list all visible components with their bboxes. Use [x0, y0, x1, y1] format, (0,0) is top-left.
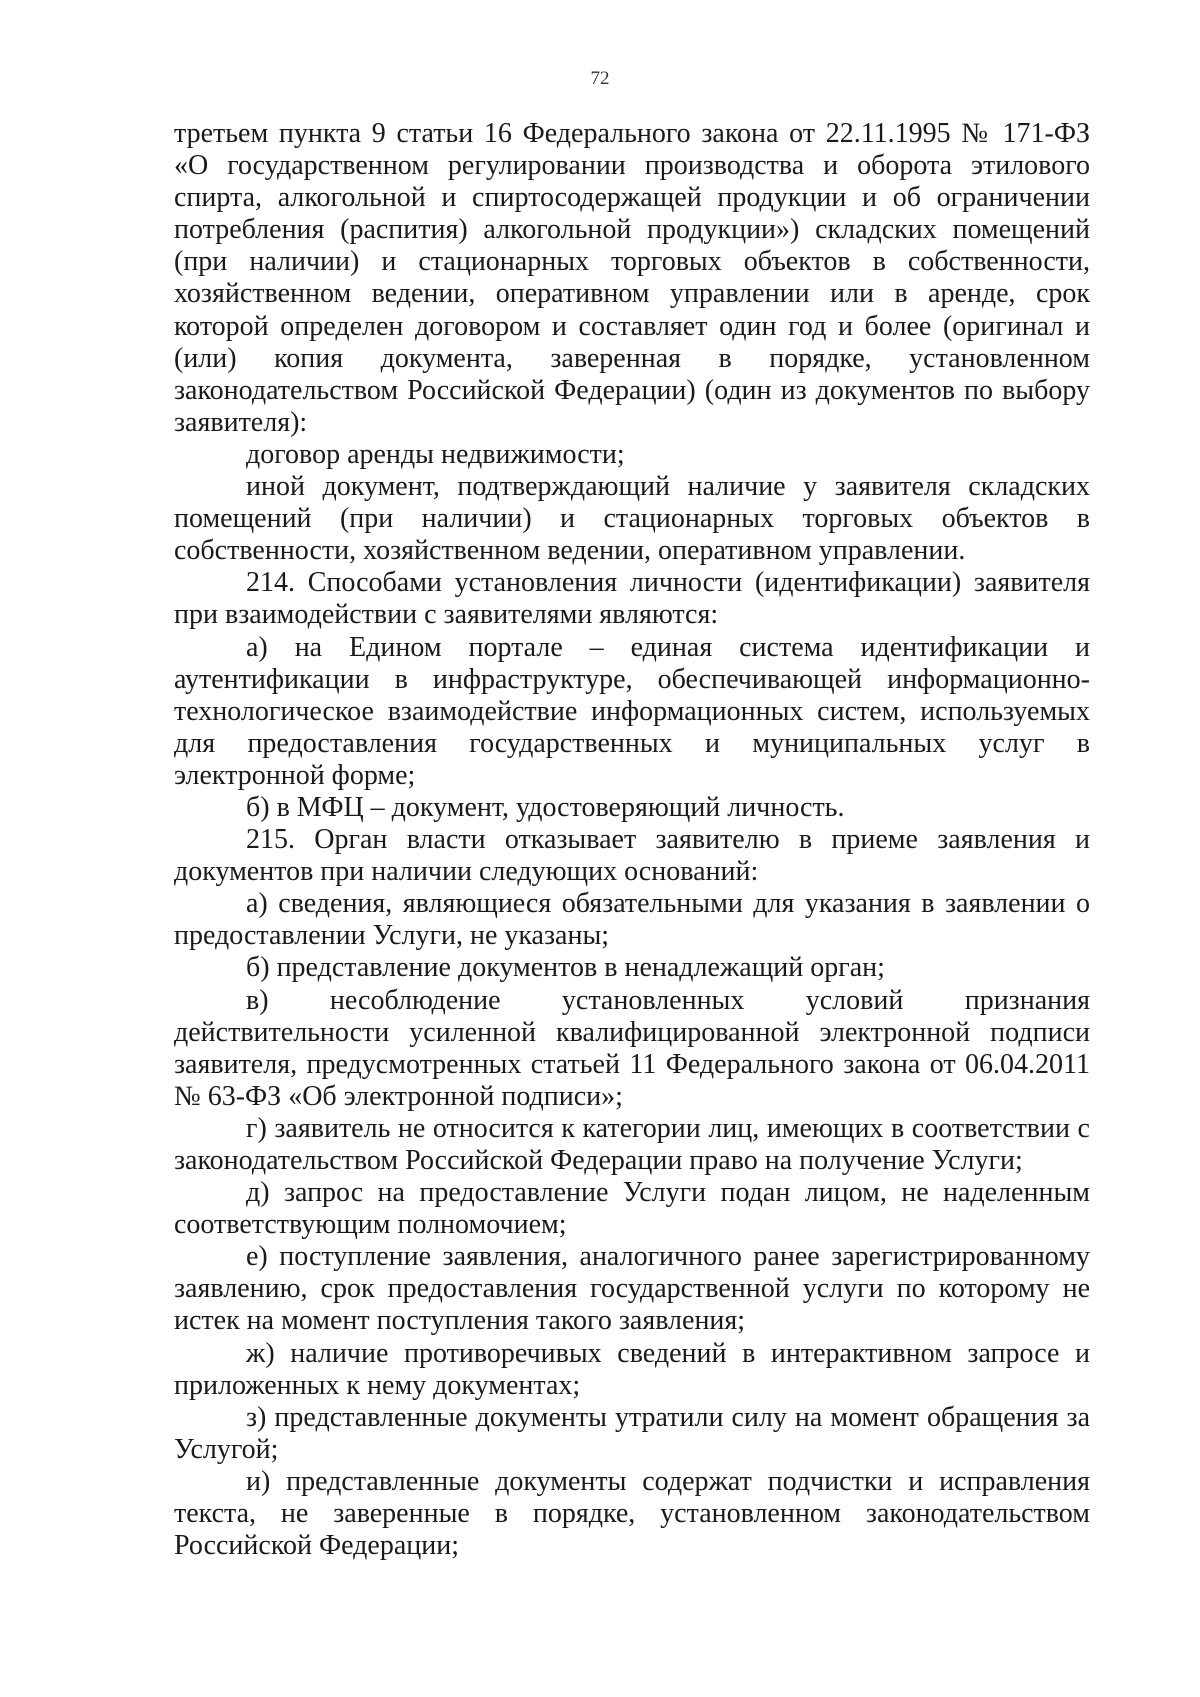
paragraph-lease-contract: договор аренды недвижимости; — [246, 438, 625, 470]
paragraph-215-d: д) запрос на предоставление Услуги подан лицом, не наделенным соответствующим полномочием; — [174, 1177, 1090, 1241]
paragraph-215-v: в) несоблюдение установленных условий признания действительности усиленной квалифицированной электронной подписи заявителя, предусмотренных статьей 11 Федерального закона от 06.04.2011 № 63-ФЗ «Об электронной подписи»; — [174, 984, 1090, 1112]
paragraph-214: 214. Способами установления личности (идентификации) заявителя при взаимодействии с заявителями являются: — [174, 567, 1090, 631]
paragraph-continuation: третьем пункта 9 статьи 16 Федерального закона от 22.11.1995 № 171-ФЗ «О государственном регулировании производства и оборота этилового спирта, алкогольной и спиртосодержащей продукции и об ограничении потребления (распития) алкогольной продукции») складских помещений (при наличии) и стационарных торговых объектов в собственности, хозяйственном ведении, оперативном управлении или в аренде, срок которой определен договором и составляет один год и более (оригинал и (или) копия документа, заверенная в порядке, установленном законодательством Российской Федерации) (один из документов по выбору заявителя): — [174, 118, 1090, 438]
document-body — [174, 118, 1090, 1562]
paragraph-215-zh: ж) наличие противоречивых сведений в интерактивном запросе и приложенных к нему документах; — [174, 1337, 1090, 1401]
paragraph-215-z: з) представленные документы утратили силу на момент обращения за Услугой; — [174, 1401, 1090, 1465]
page-number: 72 — [590, 68, 610, 89]
paragraph-215-i: и) представленные документы содержат подчистки и исправления текста, не заверенные в порядке, установленном законодательством Российской Федерации; — [174, 1465, 1090, 1562]
paragraph-215-e: е) поступление заявления, аналогичного ранее зарегистрированному заявлению, срок предоставления государственной услуги по которому не истек на момент поступления такого заявления; — [174, 1241, 1090, 1337]
paragraph-other-document: иной документ, подтверждающий наличие у заявителя складских помещений (при наличии) и стационарных торговых объектов в собственности, хозяйственном ведении, оперативном управлении. — [174, 471, 1090, 567]
paragraph-214-b: б) в МФЦ – документ, удостоверяющий личность. — [246, 791, 845, 823]
paragraph-215: 215. Орган власти отказывает заявителю в приеме заявления и документов при наличии следующих оснований: — [174, 824, 1090, 888]
paragraph-215-a: а) сведения, являющиеся обязательными для указания в заявлении о предоставлении Услуги, не указаны; — [174, 888, 1090, 952]
paragraph-215-b: б) представление документов в ненадлежащий орган; — [246, 952, 885, 984]
paragraph-215-g: г) заявитель не относится к категории лиц, имеющих в соответствии с законодательством Российской Федерации право на получение Услуги; — [174, 1112, 1090, 1176]
paragraph-214-a: а) на Едином портале – единая система идентификации и аутентификации в инфраструктуре, обеспечивающей информационно-технологическое взаимодействие информационных систем, используемых для предоставления государственных и муниципальных услуг в электронной форме; — [174, 631, 1090, 791]
